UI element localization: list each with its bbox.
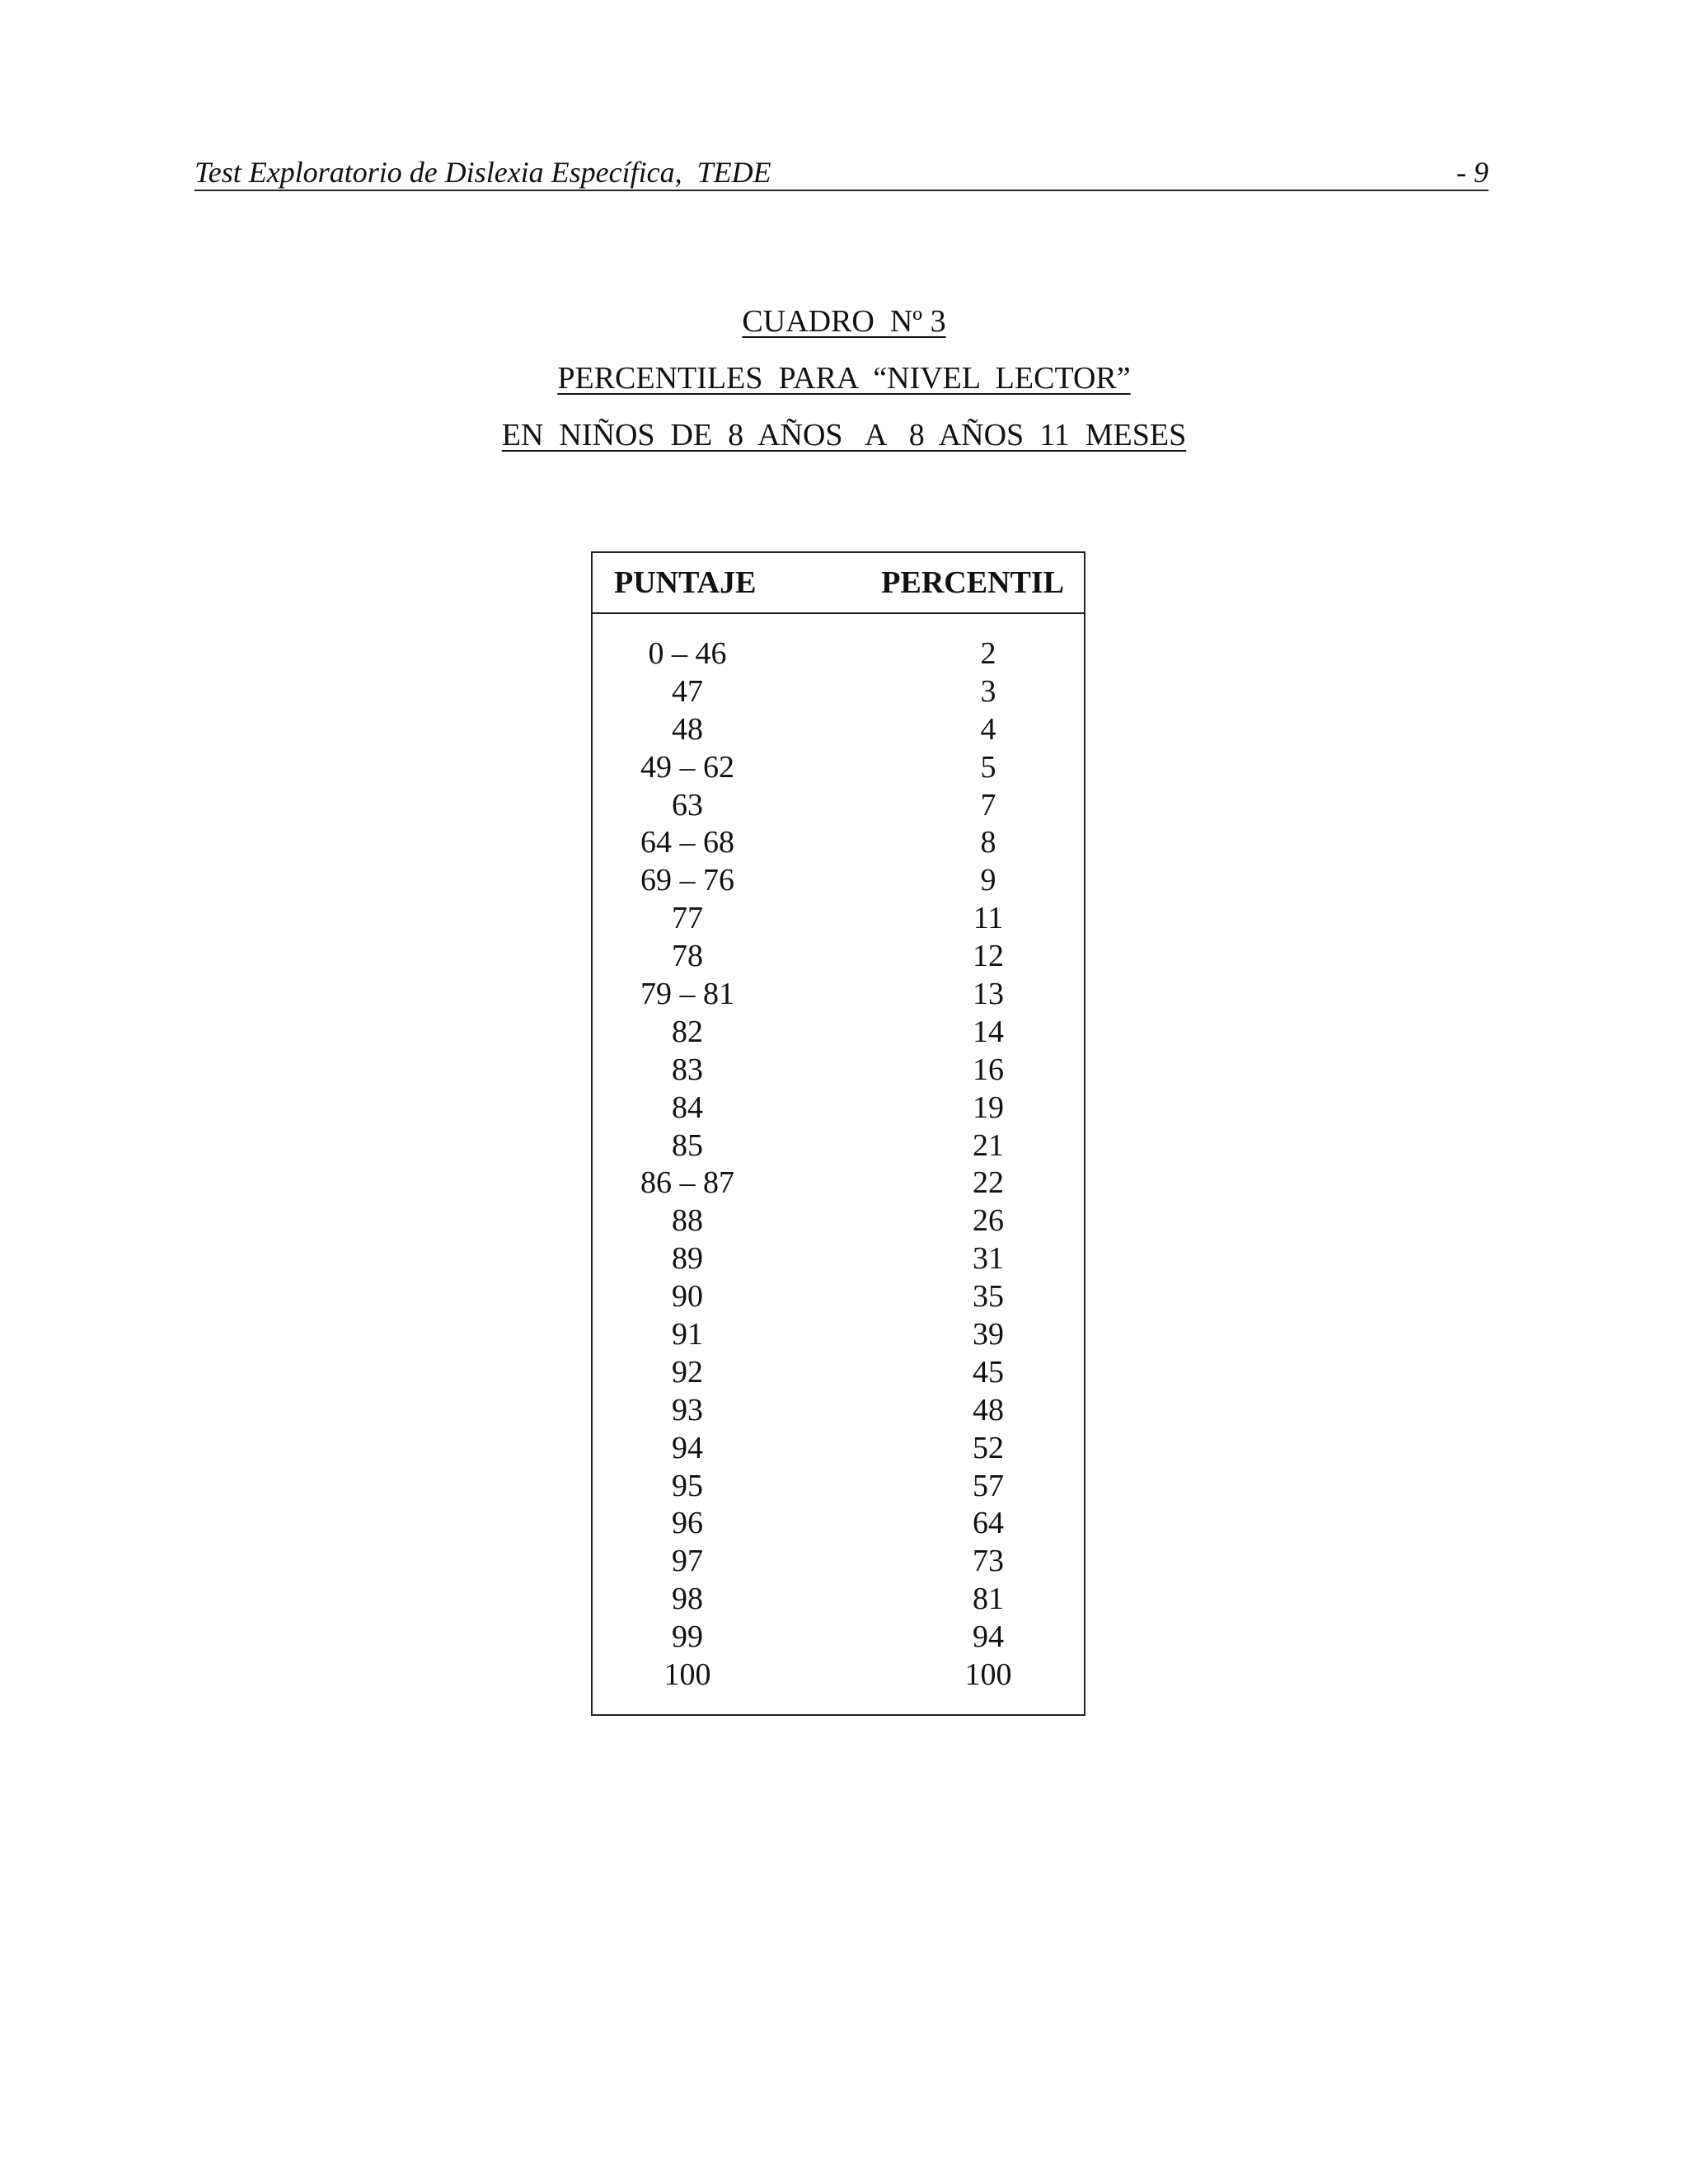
cell-percentil: 45 <box>973 1354 1004 1390</box>
table-row <box>593 1505 1084 1543</box>
table-row <box>593 976 1084 1014</box>
table-caption <box>0 297 1688 467</box>
document-title: Test Exploratorio de Dislexia Específica, TEDE <box>195 156 771 189</box>
cell-puntaje: 86 – 87 <box>640 1165 734 1201</box>
cell-percentil: 7 <box>980 787 996 823</box>
cell-percentil: 5 <box>980 749 996 785</box>
table-row <box>593 1468 1084 1506</box>
table-row <box>593 1052 1084 1090</box>
cell-percentil: 100 <box>964 1657 1012 1693</box>
cell-percentil: 9 <box>980 863 996 898</box>
cell-percentil: 57 <box>973 1468 1004 1503</box>
cell-puntaje: 93 <box>672 1392 703 1427</box>
table-row <box>593 1278 1084 1316</box>
table-row <box>593 1240 1084 1278</box>
cell-percentil: 35 <box>973 1279 1004 1315</box>
cell-puntaje: 69 – 76 <box>640 863 734 898</box>
cell-puntaje: 94 <box>672 1430 703 1465</box>
table-row <box>593 711 1084 749</box>
cell-puntaje: 88 <box>672 1203 703 1239</box>
cell-puntaje: 48 <box>672 711 703 747</box>
table-row <box>593 1354 1084 1392</box>
table-row <box>593 787 1084 825</box>
cell-percentil: 31 <box>973 1241 1004 1277</box>
cell-percentil: 2 <box>980 636 996 671</box>
cell-percentil: 48 <box>973 1392 1004 1427</box>
cell-puntaje: 96 <box>672 1506 703 1541</box>
table-row <box>593 1090 1084 1127</box>
cell-puntaje: 90 <box>672 1279 703 1315</box>
cell-percentil: 16 <box>973 1052 1004 1087</box>
table-row <box>593 900 1084 938</box>
cell-puntaje: 100 <box>663 1657 711 1693</box>
table-row <box>593 824 1084 862</box>
cell-percentil: 12 <box>973 939 1004 974</box>
cell-percentil: 19 <box>973 1090 1004 1125</box>
page-number: - 9 <box>1456 156 1489 189</box>
table-row <box>593 1543 1084 1581</box>
table-row <box>593 749 1084 787</box>
cell-puntaje: 78 <box>672 939 703 974</box>
page-header <box>195 155 1489 191</box>
cell-percentil: 52 <box>973 1430 1004 1465</box>
cell-percentil: 94 <box>973 1619 1004 1655</box>
cell-percentil: 13 <box>973 977 1004 1012</box>
table-row <box>593 1127 1084 1165</box>
cell-puntaje: 0 – 46 <box>648 636 727 671</box>
table-row <box>593 938 1084 976</box>
table-row <box>593 1392 1084 1430</box>
cell-puntaje: 83 <box>672 1052 703 1087</box>
cell-percentil: 39 <box>973 1317 1004 1352</box>
table-row <box>593 1430 1084 1468</box>
cell-puntaje: 89 <box>672 1241 703 1277</box>
cell-puntaje: 97 <box>672 1544 703 1579</box>
cell-percentil: 21 <box>973 1127 1004 1163</box>
caption-line-1: CUADRO Nº 3 <box>742 304 946 339</box>
cell-puntaje: 79 – 81 <box>640 977 734 1012</box>
table-row <box>593 673 1084 711</box>
cell-puntaje: 84 <box>672 1090 703 1125</box>
column-header-puntaje: PUNTAJE <box>614 565 757 600</box>
table-row <box>593 1657 1084 1694</box>
cell-puntaje: 95 <box>672 1468 703 1503</box>
table-row <box>593 1619 1084 1657</box>
table-row <box>593 862 1084 900</box>
cell-percentil: 14 <box>973 1014 1004 1049</box>
cell-percentil: 26 <box>973 1203 1004 1239</box>
cell-percentil: 22 <box>973 1165 1004 1201</box>
cell-puntaje: 98 <box>672 1582 703 1617</box>
cell-percentil: 11 <box>973 901 1004 936</box>
cell-percentil: 8 <box>980 825 996 860</box>
caption-line-2: PERCENTILES PARA “NIVEL LECTOR” <box>557 361 1131 396</box>
cell-puntaje: 49 – 62 <box>640 749 734 785</box>
cell-percentil: 64 <box>973 1506 1004 1541</box>
cell-puntaje: 92 <box>672 1354 703 1390</box>
cell-puntaje: 47 <box>672 673 703 709</box>
caption-line-3: EN NIÑOS DE 8 AÑOS A 8 AÑOS 11 MESES <box>501 418 1187 452</box>
cell-percentil: 81 <box>973 1582 1004 1617</box>
table-row <box>593 1202 1084 1240</box>
cell-puntaje: 82 <box>672 1014 703 1049</box>
table-row <box>593 1316 1084 1354</box>
cell-percentil: 4 <box>980 711 996 747</box>
cell-percentil: 73 <box>973 1544 1004 1579</box>
cell-puntaje: 91 <box>672 1317 703 1352</box>
table-header-row <box>593 553 1084 614</box>
column-header-percentil: PERCENTIL <box>881 565 1064 600</box>
percentile-table <box>591 551 1085 1716</box>
table-row <box>593 1165 1084 1202</box>
cell-puntaje: 99 <box>672 1619 703 1655</box>
cell-puntaje: 77 <box>672 901 703 936</box>
cell-puntaje: 64 – 68 <box>640 825 734 860</box>
cell-puntaje: 85 <box>672 1127 703 1163</box>
table-body <box>593 614 1084 1694</box>
table-row <box>593 1014 1084 1052</box>
table-row <box>593 1581 1084 1619</box>
cell-puntaje: 63 <box>672 787 703 823</box>
table-row <box>593 635 1084 673</box>
cell-percentil: 3 <box>980 673 996 709</box>
